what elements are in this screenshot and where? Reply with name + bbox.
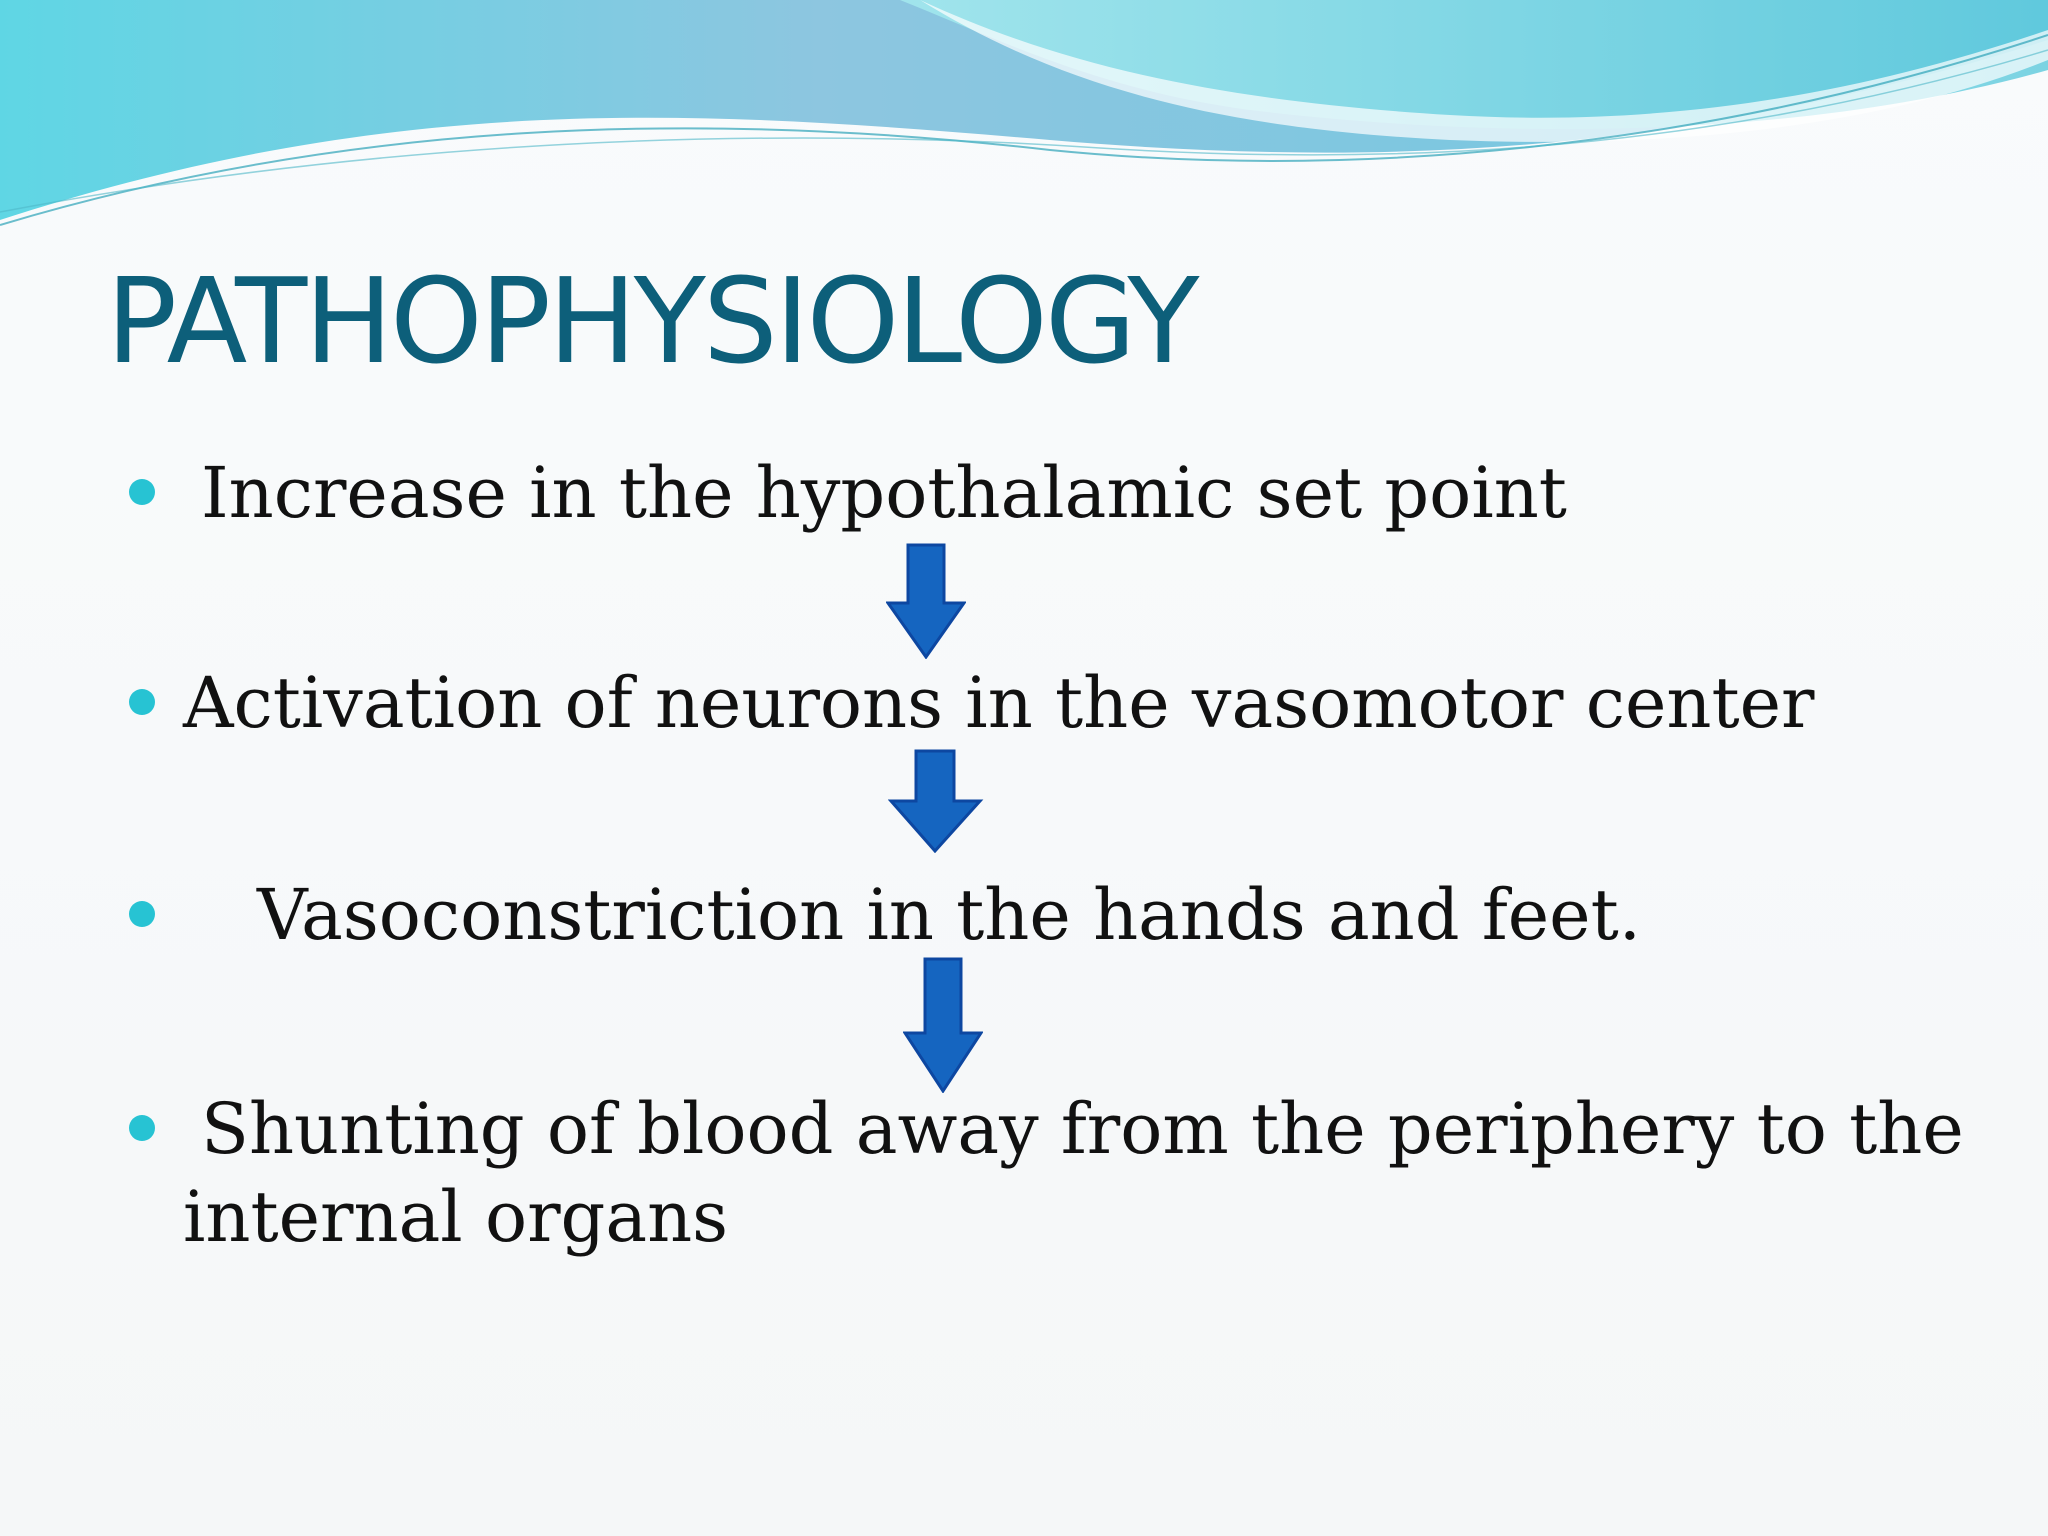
bullet-item-4-continued: internal organs xyxy=(183,1176,729,1258)
down-arrow-icon xyxy=(903,957,983,1093)
slide-title: PATHOPHYSIOLOGY xyxy=(106,252,1197,390)
bullet-dot-icon xyxy=(129,689,155,715)
down-arrow-icon xyxy=(886,543,966,659)
bullet-item-1: Increase in the hypothalamic set point xyxy=(201,452,1567,534)
bullet-dot-icon xyxy=(129,901,155,927)
bullet-item-4: Shunting of blood away from the periphery to the xyxy=(201,1088,1964,1170)
down-arrow-icon xyxy=(888,749,984,853)
decorative-wave-header xyxy=(0,0,2048,260)
bullet-item-3: Vasoconstriction in the hands and feet. xyxy=(257,874,1641,956)
bullet-dot-icon xyxy=(129,479,155,505)
bullet-dot-icon xyxy=(129,1115,155,1141)
bullet-item-2: Activation of neurons in the vasomotor center xyxy=(183,662,1815,744)
